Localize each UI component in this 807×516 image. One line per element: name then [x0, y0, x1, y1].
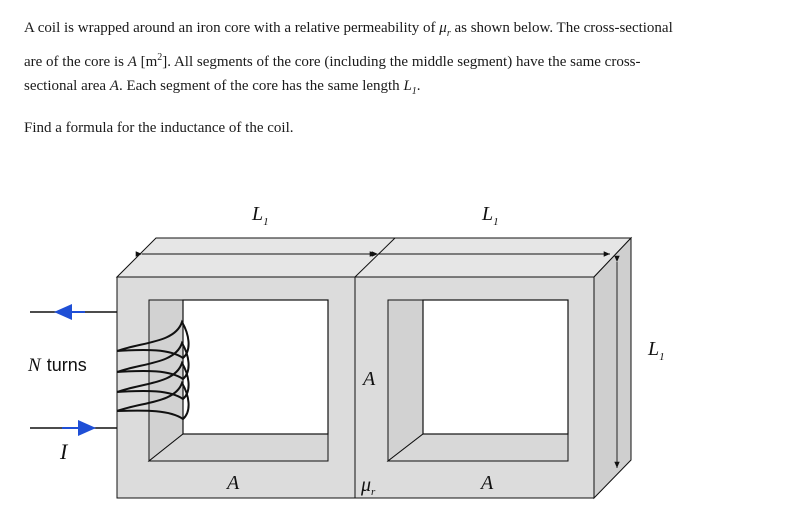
label-length-left-letter: L [252, 203, 264, 225]
mu-r-symbol [439, 20, 451, 39]
length-letter: L [403, 78, 412, 94]
length-subscript: 1 [411, 86, 417, 97]
core-diagram [0, 196, 807, 511]
core-right-face [594, 238, 631, 498]
right-window-inner-side [388, 300, 423, 461]
mu-letter: μ [439, 20, 447, 36]
label-turns: turns [46, 355, 87, 375]
text-line3-b: . Each segment of the core has the same length [118, 78, 400, 94]
label-current: I [60, 439, 68, 464]
text-line2-c: ]. All segments of the core (including the middle segment) [162, 54, 513, 70]
label-n-turns [27, 355, 87, 376]
label-area-left: A [227, 472, 240, 494]
core-figure [0, 196, 807, 511]
label-length-side-letter: L [648, 338, 660, 360]
label-length-right-letter: L [482, 203, 494, 225]
core-top-face [117, 238, 631, 277]
label-mu: μ [361, 474, 372, 496]
label-length-right [481, 203, 499, 228]
text-line3-a: have the same cross-sectional area [24, 54, 641, 94]
label-N: N [28, 355, 41, 376]
area-symbol-2: A [109, 78, 119, 94]
question-paragraph: Find a formula for the inductance of the coil. [24, 120, 294, 136]
label-length-left-sub: 1 [263, 216, 269, 228]
left-window-inner-side [149, 300, 183, 461]
label-length-side-sub: 1 [659, 351, 665, 363]
text-line2-a: cross-sectional are of the core is [24, 20, 673, 70]
problem-statement [24, 16, 684, 140]
text-line1-b: as shown below. The [454, 20, 580, 36]
label-mu-sub: r [371, 486, 376, 498]
label-area-middle: A [363, 368, 376, 390]
area-symbol: A [127, 54, 137, 70]
text-line3-c: . [416, 78, 421, 94]
label-area-right: A [481, 472, 494, 494]
label-length-left [251, 203, 269, 228]
length-symbol [403, 78, 417, 97]
right-window [423, 300, 568, 434]
left-window [183, 300, 328, 434]
text-line2-b: [m [140, 54, 158, 70]
label-length-side [647, 338, 665, 363]
problem-paragraph [24, 16, 684, 104]
unit-exponent: 2 [157, 52, 163, 63]
mu-subscript: r [446, 28, 451, 39]
text-line1-a: A coil is wrapped around an iron core with a relative permeability of [24, 20, 436, 36]
label-length-right-sub: 1 [493, 216, 499, 228]
